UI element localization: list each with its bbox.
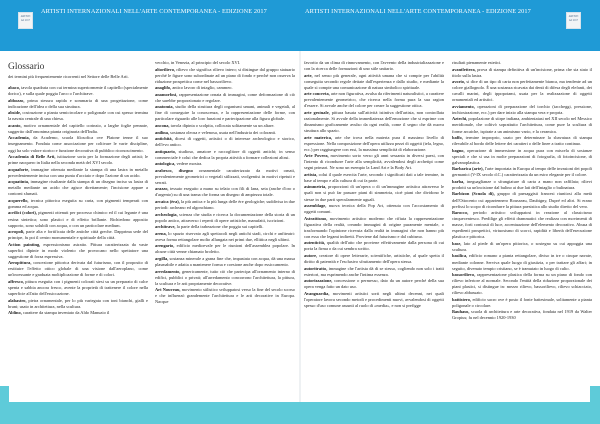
glossary-entry: [8, 260, 148, 278]
glossary-definition: edificio romano a pianta rettangolare, diviso in tre o cinque navate, mediante colonne. Serviva quale luogo di giustizia, o per trattare gli affari; in seguito, divenuto tempio cristiano, se è tramutato in luogo di culto.: [452, 253, 592, 271]
glossary-entry: [155, 224, 295, 230]
glossary-term: avorio,: [452, 79, 466, 85]
glossary-entry: [8, 85, 148, 97]
glossary-term: ancona,: [155, 122, 170, 128]
glossary-term: acquerello,: [8, 197, 29, 203]
glossary-term: arengario,: [155, 243, 175, 249]
glossary-entry: [304, 172, 444, 184]
glossary-definition: termine improprio, usato per determinare la sbavatura di stampa rilevabile al bordo delle lettere dei caratteri o delle linee a tratto continuo.: [452, 135, 592, 147]
glossary-entry: [452, 135, 592, 147]
glossary-entry: [8, 123, 148, 135]
glossary-term: arte,: [304, 72, 313, 78]
glossary-term: baffo,: [452, 135, 463, 141]
glossary-intro: dei termini più frequentemente ricorrenti nel Settore delle Belle Arti.: [8, 74, 129, 79]
glossary-entry: [452, 166, 592, 178]
page-spine: [299, 51, 301, 424]
glossary-entry: [304, 73, 444, 91]
glossary-definition: si dice di un tipo di carta non perfettamente bianca, ma tendente ad un colore giallognolo. È una sostanza ricavata dai denti di difesa degli elefanti, dei cavalli marini, degli ippopotami, usata per la realizzazione di oggetti ornamentali ed artistici.: [452, 79, 592, 103]
glossary-definition: vedere mostra.: [175, 161, 203, 167]
glossary-entry: [155, 231, 295, 243]
glossary-term: autorizzazione,: [304, 278, 333, 284]
glossary-definition: dicesi di oggetti, artistici o di interesse archeologico e storico, dell'evo antico.: [155, 136, 295, 148]
logo: ARTISTI nel 2017: [566, 12, 581, 29]
glossary-term: bagno,: [452, 147, 465, 153]
glossary-term: architrave,: [155, 224, 176, 230]
glossary-entry: [452, 179, 592, 191]
glossary-term: abaco,: [8, 85, 21, 91]
glossary-definition: genericamente, tutto ciò che partecipa all'ornamento interno di edifici, pubblici o privati; all'arredamento concorrono l'architettura, la pittura, la scultura e le arti propriamente decorative.: [155, 268, 295, 286]
glossary-term: arte materica,: [304, 134, 333, 140]
glossary-term: arena,: [155, 230, 167, 236]
glossary-term: arcaica (èra),: [155, 199, 180, 205]
glossary-term: arte gestuale,: [304, 109, 330, 115]
glossary-entry: [8, 167, 148, 179]
glossary-definition: parte alta e fortificata delle antiche città greche. Dapprima sede del principe, fu poi il centro monumentale e spirituale della città.: [8, 229, 148, 241]
glossary-entry: [452, 79, 592, 103]
glossary-definition: risultati pienamente estetici.: [452, 60, 502, 65]
glossary-entry: [452, 272, 592, 296]
glossary-definition: tavola dipinta o scolpita, collocata solitamente su un altare.: [169, 122, 275, 128]
glossary-entry: [8, 210, 148, 228]
glossary-term: Astrattismo,: [304, 215, 328, 221]
glossary-entry: [155, 243, 295, 255]
glossary-entry: [8, 198, 148, 210]
footer-band: [0, 402, 600, 424]
glossary-definition: rappresentazione ornata di immagini, come deformazione di ciò che sarebbe proporzionato e regolare.: [155, 91, 295, 103]
glossary-entry: [452, 104, 592, 116]
glossary-entry: [452, 148, 592, 166]
glossary-entry: [304, 266, 444, 278]
glossary-entry: [8, 310, 148, 316]
glossary-term: Aeropittura,: [8, 260, 32, 266]
glossary-entry: [452, 191, 592, 209]
glossary-term: barba,: [452, 178, 465, 184]
glossary-term: anatomia,: [155, 104, 174, 110]
glossary-term: Accademia,: [8, 135, 30, 141]
glossary-definition: operazione di immersione in acqua pura con miscela di sostanze speciali e che si usa in molte preparazioni di fotografia, di fotoincisione, di galvanoplastica.: [452, 147, 592, 165]
glossary-term: artista,: [304, 171, 318, 177]
glossary-definition: popolazione di stirpe indiana, ambientatasi nel XII secolo nel Messico meridionale, che coltivò soprattutto l'architettura, come pure la scultura di forme arcaiche, ispirate a un animismo vario, e la ceramica.: [452, 116, 592, 134]
glossary-entry: [155, 168, 295, 186]
glossary-entry: [304, 253, 444, 265]
glossary-definition: concessione o permesso, dato da un autore perché della sua opera venga fatto un dato uso.: [304, 278, 444, 290]
glossary-entry: [452, 210, 592, 240]
glossary-term: alabastro,: [8, 297, 27, 303]
glossary-definition: periodo artistico sviluppatosi in reazione al classicismo cinquecentesco. Predilige gli effetti drammatici che realizza con movimenti di masse, forti contrasti di luce, accentuazione dell'elemento decorativo. Abusa di espedienti prospettici, virtuosismo di scorci, rapidità e libertà dell'esecuzione plastica e pittorica.: [452, 210, 592, 240]
glossary-term: abside,: [8, 110, 22, 116]
glossary-term: arazzo,: [155, 186, 169, 192]
glossary-definition: tecnica pittorica eseguita su carta, con pigmenti temperati con gomma ed acqua.: [8, 197, 148, 209]
glossary-entry: [452, 297, 592, 309]
glossary-term: Barbizon (Scuola di),: [452, 191, 495, 197]
glossary-entry: [452, 309, 592, 321]
glossary-term: battistero,: [452, 296, 472, 302]
glossary-definition: rilievo che significa rilievo intero; si distingue dal gruppo statuario perché le figure sono subordinate ad un piano di fondo e perché non osserva la riduzione prospettica come nel bassorilievo.: [155, 66, 295, 84]
glossary-entry: [155, 199, 295, 211]
glossary-term: arredamento,: [155, 268, 181, 274]
glossary-definition: movimento sorto verso gli anni sessanta in diversi paesi, con l'intento di ricondurre l'arte alla semplicità, avvalendosi degli archetipi come segni primari. Ne sono un esempio la Land Art e la Body Art.: [304, 153, 444, 171]
glossary-entry: [304, 278, 444, 290]
glossary-definition: ineguaglianze o sfrangiature di carta a mano non raffilata; rilievi prodotti su un'incisione dal bulino ai due lati dell'intaglio o bulinatura.: [452, 178, 592, 190]
glossary-definition: nuova tecnica della Pop Art, ottenuta con l'accostamento di oggetti comuni.: [304, 203, 444, 215]
glossary-definition: arte non figurativa, avulsa da riferimenti naturalistici, a carattere prevalentemente geometrico, che ricerca nella forma pura la sua ragion d'essere. Si avvale anche del colore per creare la suggestione ottica.: [304, 91, 444, 109]
glossary-definition: scuola di architettura e arte decorativa, fondata nel 1919 da Walter Gropius; fu nel decennio 1920-1930: [452, 309, 592, 321]
glossary-definition: pietra ornamentale, per lo più variegata con toni bianchi, gialli e bruni; usato in architettura, nella scultura.: [8, 297, 148, 309]
glossary-entry: [8, 110, 148, 122]
glossary-entry: [155, 104, 295, 122]
glossary-term: acanto,: [8, 122, 22, 128]
glossary-term: arabesco, disegno: [155, 167, 193, 173]
glossary-entry: [8, 135, 148, 153]
glossary-definition: nel senso più generale, ogni attività umana che si compie per l'abilità conseguita secondo regole dettate dall'esperienza e dallo studio, e mediante la quale si compie una comunicazione di natura simbolico spirituale.: [304, 72, 444, 90]
glossary-term: acropoli,: [8, 229, 25, 235]
glossary-term: abbozzo,: [8, 97, 25, 103]
glossary-entry: [8, 98, 148, 110]
glossary-term: acquatinta,: [8, 179, 30, 185]
glossary-entry: [304, 216, 444, 240]
page-header: [0, 0, 600, 51]
glossary-entry: [155, 92, 295, 104]
glossary-definition: creatore di opere letterarie, scientifiche, artistiche, al quale spetta il diritto di paternità e l'esclusivo sfruttamento dell'opera stessa.: [304, 252, 444, 264]
glossary-definition: istituzione sorta per la formazione degli artisti; le prime nacquero in Italia nella seconda metà del XVI secolo.: [8, 154, 148, 166]
glossary-definition: espressionismo astratto. Pittura caratterizzata da vaste superfici dipinte in modo violento che provocano nello spettatore una suggestione di forza espressiva.: [8, 241, 148, 259]
glossary-definition: la più antica e la più lunga delle ère geologiche; suddivisa in due periodi: archeano ed algonchiano.: [155, 199, 295, 211]
glossary-entry: [8, 154, 148, 166]
glossary-definition: tessuto eseguito a mano su telaio con fili di lana, seta (anche d'oro o d'argento) su di una trama che forma un disegno di ampiezza totale.: [155, 186, 295, 198]
glossary-entry: [8, 179, 148, 197]
glossary-term: Art Nouveau,: [155, 287, 181, 293]
glossary-entry: [304, 135, 444, 153]
glossary-entry: [155, 136, 295, 148]
glossary-column-3: [304, 60, 444, 400]
glossary-term: antologica,: [155, 161, 176, 167]
glossary-entry: [155, 85, 295, 91]
glossary-definition: prima stesura rapida e sommaria di una progettazione, come indicazione dell'idea o della sua struttura.: [8, 97, 148, 109]
glossary-entry: [304, 184, 444, 202]
glossary-term: affresco,: [8, 279, 24, 284]
glossary-entry: [304, 240, 444, 252]
glossary-definition: studio della struttura degli organismi umani, animali e vegetali, al fine di conseguire la conoscenza, e la rappresentazione delle forme, con particolare riguardo alle loro funzioni e partecipazione alla figura globale.: [155, 104, 295, 122]
header-title-left: ARTISTI INTERNAZIONALI NELL'ARTE CONTEMPORANEA - EDIZIONE 2017: [41, 8, 267, 15]
glossary-term: arte concreta,: [304, 91, 330, 97]
glossary-entry: [8, 298, 148, 310]
glossary-definition: studioso, amatore e raccoglitore di oggetti antichi; in senso commerciale è colui che dedica la propria attività a formare collezioni altrui.: [155, 148, 295, 160]
glossary-entry: [304, 291, 444, 309]
glossary-definition: immagine risultante dalla stampa di un disegno inciso su lastra di metallo mediante un acido che agisce direttamente; l'incisione appare a contorni sfumati.: [8, 179, 148, 197]
glossary-term: anilina,: [155, 129, 170, 135]
glossary-entry: [155, 212, 295, 224]
glossary-term: autoritratto,: [304, 265, 328, 271]
glossary-entry: [155, 123, 295, 129]
glossary-term: Aldino,: [8, 310, 22, 316]
glossary-entry: [452, 116, 592, 134]
glossary-term: Barocco,: [452, 210, 469, 216]
glossary-term: archeologia,: [155, 211, 178, 217]
glossary-definition: edificio sacro ove è posto il fonte battesimale, solitamente a pianta poligonale o circolare.: [452, 296, 592, 308]
glossary-term: anamorfosi,: [155, 91, 178, 97]
glossary-definition: edificio medioevale per le riunioni dell'assemblea popolare. In alcune città venne chiamato broletto.: [155, 243, 295, 255]
glossary-term: avantlettera,: [452, 66, 476, 72]
glossary-term: acrilici (colori),: [8, 210, 37, 216]
header-title-right: ARTISTI INTERNAZIONALI NELL'ARTE CONTEMPORANEA - EDIZIONE 2017: [305, 8, 531, 15]
glossary-entry: [8, 279, 148, 297]
glossary-entry: [155, 287, 295, 305]
glossary-entry: [304, 60, 444, 72]
glossary-entry: [304, 203, 444, 215]
glossary-definition: sostanza oleosa e velenosa, usata nell'industria dei coloranti.: [169, 129, 277, 135]
glossary-term: autenticità,: [304, 240, 326, 246]
glossary-entry: [155, 67, 295, 85]
glossary-term: base,: [452, 240, 462, 246]
glossary-entry: [155, 256, 295, 268]
glossary-term: avviamento,: [452, 103, 475, 109]
glossary-definition: immagine che l'artista dà di se stesso, cogliendo non solo i tratti esteriori, ma esprimendo anche l'intima essenza.: [304, 265, 444, 277]
glossary-entry: [155, 149, 295, 161]
glossary-entry: [8, 242, 148, 260]
glossary-term: anaglifo,: [155, 85, 172, 91]
glossary-definition: prova di stampa definitiva di un'incisione, prima che sia stato il titolo sulla lastra.: [452, 66, 592, 78]
glossary-entry: [155, 60, 295, 66]
glossary-entry: [155, 161, 295, 167]
glossary-term: Arte Povera,: [304, 153, 329, 159]
glossary-definition: l'arte importata in Europa al tempo delle invasioni dei popoli germanici (V-IX secolo d.C.) caratterizzata da un estro elegante per il colore.: [452, 166, 592, 178]
glossary-term: Avanguardia,: [304, 290, 330, 296]
glossary-term: asimmetria,: [304, 184, 327, 190]
glossary-entry: [304, 91, 444, 109]
glossary-definition: colui il quale esercita l'arte, secondo i significati dati a tale termine, in base al tempo e alla cultura di cui fa parte.: [304, 171, 444, 183]
glossary-entry: [452, 67, 592, 79]
glossary-column-4: [452, 60, 592, 400]
glossary-definition: sostanza minerale a grana fine che, impastata con acqua, dà una massa plasmabile e adatta a mantenere forma e coesione anche dopo essiccamento.: [155, 255, 295, 267]
glossary-definition: concezione pittorica derivata dal futurismo, con il proposito di restituire l'effetto ottico globale di una visione dall'aeroplano, come un'incessante e graduata moltiplicazione di forme e di colori.: [8, 260, 148, 278]
glossary-definition: motivo ornamentale del capitello corinzio, a larghe foglie pennate, suggerito dall'omonima pianta originaria dell'India.: [8, 122, 148, 134]
glossary-definition: pittura eseguita con i pigmenti colorati stesi su un preparato di calce spenta e sabbia ancora fresco, avente la proprietà di trattenere il colore nella superficie all'atto dell'essiccazione.: [8, 279, 148, 297]
glossary-term: assemblage,: [304, 203, 327, 209]
glossary-term: Aztechi,: [452, 116, 468, 122]
glossary-entry: [452, 241, 592, 253]
glossary-definition: favorito da un clima di rinnovamento, con l'avvento della industrializzazione e con la ricerca delle formazioni di uno stile unitario.: [304, 60, 444, 72]
glossary-definition: rappresentazione plastica della forma su un piano di fondo con rilievo inferiore al normale. Secondo l'entità della riduzione proporzionale dei piani plastici, si distingue in: mezzo rilievo, bassorilievo, rilievo schiacciato, rilievo abbassato.: [452, 272, 592, 296]
glossary-term: Barbarica (arte),: [452, 166, 484, 172]
glossary-definition: scienza che studia e ricerca la documentazione della storia di un popolo antico, attraverso i reperti di opere artistiche, manufatti, iscrizioni.: [155, 211, 295, 223]
glossary-definition: pigmenti ottenuti per processo chimico ed il cui legante è una resina sintetica; sono plastici e di effetto brillante. Richiedono apposito supporto, sono solubili con acqua, o con un particolare medium.: [8, 210, 148, 228]
glossary-definition: lo spazio riservato agli spettacoli negli antichi stadi, circhi e anfiteatri: aveva forma rettangolare molto allungata nei primi due, ellittica negli ultimi.: [155, 230, 295, 242]
glossary-definition: tavola quadrata con cui termina superiormente il capitello (specialmente dorico), e sulla quale poggia l'arco o l'architrave.: [8, 85, 148, 97]
glossary-definition: lato al piede di un'opera pittorica, o sostegno su cui appoggia una scultura.: [452, 240, 592, 252]
glossary-entry: [452, 253, 592, 271]
glossary-term: bassorilievo,: [452, 272, 476, 278]
glossary-entry: [155, 186, 295, 198]
glossary-definition: movimenti artistici sorti negli ultimi decenni, nei quali l'operatore lavora secondo metodi e procedimenti nuovi, avvalendosi di oggetti spesso d'uso comune assunti al ruolo di «media», e non si prefigge: [304, 290, 444, 308]
glossary-entry: [452, 60, 592, 66]
logo: ARTISTI nel 2017: [18, 12, 33, 29]
glossary-term: acquaforte,: [8, 166, 30, 172]
glossary-term: Accademia di Belle Arti,: [8, 154, 56, 160]
glossary-term: altorilievo,: [155, 66, 176, 72]
glossary-entry: [155, 269, 295, 287]
glossary-definition: ornamentale caratterizzato da motivi ornati, prevalentemente geometrici o vegetali stilizzati, svolgentisi in motivi ripetuti e serrati.: [155, 167, 295, 185]
glossary-title: Glossario: [8, 62, 45, 72]
glossary-term: Bauhaus,: [452, 309, 470, 315]
glossary-definition: movimento stilistico sviluppatosi verso la fine del secolo scorso e che influenzò grandemente l'architettura e le arti decorative in Europa. Nacque: [155, 287, 295, 305]
glossary-definition: vecchio, in Venezia, al principio del secolo XVI.: [155, 60, 241, 65]
glossary-definition: costruzione a pianta semicircolare o poligonale con cui spesso termina la navata centrale di una chiesa.: [8, 110, 148, 122]
glossary-definition: gruppo di paesaggisti francesi riunitosi alla metà dell'Ottocento cui appartennero Rousseau, Daubigny, Dupré ed altri. Si erano prefissi lo scopo di ricondurre la pittura paesistica allo studio diretto del vero.: [452, 191, 592, 209]
glossary-definition: pittura basata sull'attività istintiva dell'artista, non controllata razionalmente. Si avvale della immediatezza dell'emozione che si esprime con dinamismo graficamente avulso da ogni realtà, come il segno che dà nuova struttura allo spazio.: [304, 109, 444, 134]
glossary-entry: [155, 130, 295, 136]
glossary-definition: antico lavoro di intaglio, cammeo.: [171, 85, 233, 91]
glossary-definition: proporzioni di un'opera o di un'immagine artistica attraverso le quali non si può far passare piani di simmetria, cioè piani che dividono le stesse in due parti specularmente uguali.: [304, 184, 444, 202]
glossary-entry: [8, 229, 148, 241]
glossary-column-1: [8, 62, 148, 402]
glossary-column-2: [155, 60, 295, 400]
glossary-term: antiquario,: [155, 148, 176, 154]
glossary-entry: [304, 153, 444, 171]
glossary-term: antichità,: [155, 136, 173, 142]
glossary-definition: operazioni di preparazione del torchio (taccheggi, pressione, inchiostrazione, ecc.) per dare inizio alla stampa vera e propria.: [452, 103, 592, 115]
glossary-term: Action painting,: [8, 241, 41, 247]
glossary-definition: qualità dell'atto che proviene effettivamente dalla persona di cui porta la firma o da cui sembra scritto.: [304, 240, 444, 252]
glossary-definition: movimento artistico moderno che rifiuta la rappresentazione figurativa della realtà, creando immagini di origine puramente mentale, o trasformando l'opinione ricevuta dalla realtà in immagini che non hanno più con essa che legami indiretti. Proviene dal futurismo e dal cubismo.: [304, 215, 444, 239]
glossary-term: basilica,: [452, 253, 468, 259]
glossary-definition: la parte della trabeazione che poggia sui capitelli.: [175, 224, 264, 230]
glossary-term: argilla,: [155, 255, 169, 261]
glossary-definition: arte che trova nella materia pura il massimo livello di espressione. Nella composizione dell'opera utilizza pezzi di oggetti (tela, legno, ecc.) per raggiungere con essi, la massima semplicità di elaborazione.: [304, 134, 444, 152]
glossary-definition: da Academo, scuola filosofica ove Platone tenne il suo insegnamento. Fondata come associazione per coltivare le varie discipline, oggi ha solo valore storico e funzione decorativa di pubblico riconoscimento.: [8, 135, 148, 153]
glossary-entry: [304, 110, 444, 134]
glossary-term: autore,: [304, 252, 318, 258]
glossary-definition: carattere da stampa inventato da Aldo Manuzio il: [21, 310, 110, 316]
glossary-definition: immagine ottenuta mediante la stampa di una lastra in metallo precedentemente incisa con una punta d'acciaio e dopo l'azione di un acido.: [8, 166, 148, 178]
